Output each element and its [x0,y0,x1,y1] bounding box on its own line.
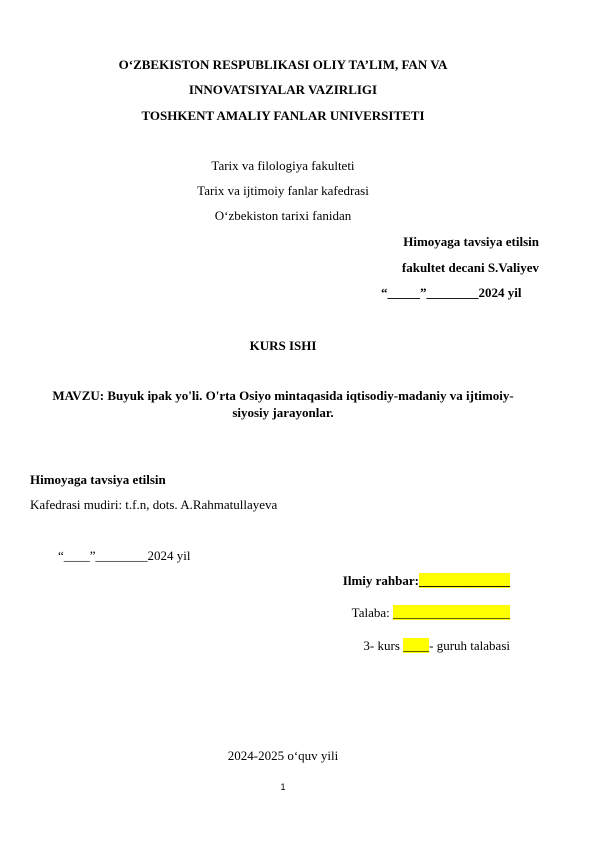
course-blank: ____ [403,638,430,653]
subject-name: O‘zbekiston tarixi fanidan [214,208,352,223]
ministry-title-line-1: O‘ZBEKISTON RESPUBLIKASI OLIY TA’LIM, FAN VA [118,57,448,72]
approval-top-title: Himoyaga tavsiya etilsin [403,234,539,249]
course-prefix: 3- kurs [363,638,404,653]
supervisor-line [343,573,510,589]
academic-year: 2024-2025 o‘quv yili [227,748,339,763]
student-label: Talaba: [351,605,393,620]
department-name: Tarix va ijtimoiy fanlar kafedrasi [197,183,369,198]
department-head: Kafedrasi mudiri: t.f.n, dots. A.Rahmatullayeva [30,497,278,512]
approval-left-date: “____”________2024 yil [58,548,191,563]
student-blank: __________________ [393,605,510,620]
page-number: 1 [280,782,286,792]
course-group-line [363,638,510,654]
topic-line-1: MAVZU: Buyuk ipak yo'li. O'rta Osiyo mintaqasida iqtisodiy-madaniy va ijtimoiy- [52,388,514,403]
approval-top-date: “_____”________2024 yil [381,285,522,300]
topic-line-2: siyosiy jarayonlar. [232,405,334,420]
student-line [352,605,510,621]
university-name: TOSHKENT AMALIY FANLAR UNIVERSITETI [141,108,425,123]
approval-top-dean: fakultet decani S.Valiyev [401,260,539,275]
approval-left-title: Himoyaga tavsiya etilsin [30,472,166,487]
ministry-title-line-2: INNOVATSIYALAR VAZIRLIGI [188,82,378,97]
faculty-name: Tarix va filologiya fakulteti [211,158,355,173]
supervisor-label: Ilmiy rahbar: [342,573,419,588]
supervisor-blank: ______________ [419,573,510,588]
course-suffix: - guruh talabasi [429,638,510,653]
work-type-title: KURS ISHI [249,338,317,353]
